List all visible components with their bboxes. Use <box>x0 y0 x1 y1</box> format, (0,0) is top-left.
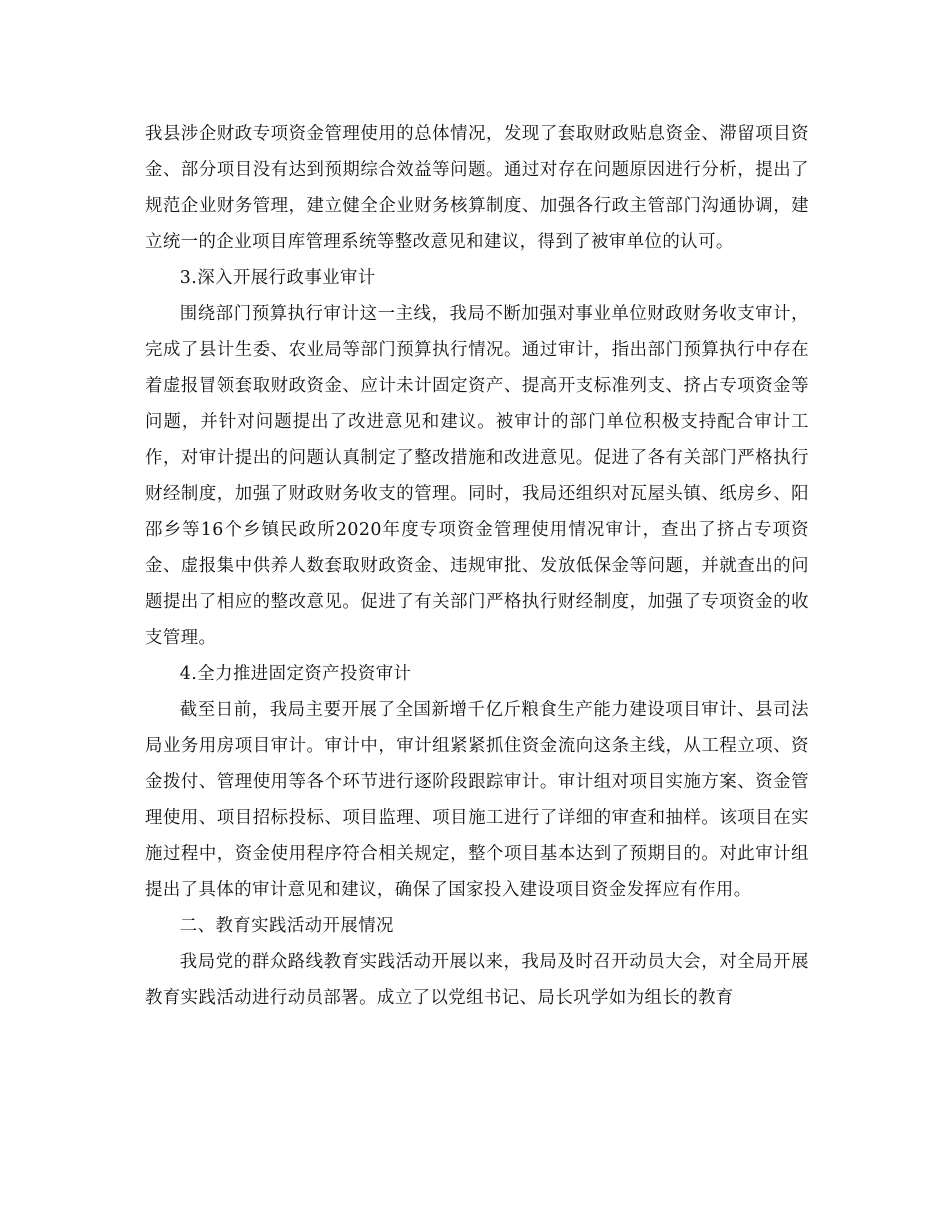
paragraph-fixed-asset-audit: 截至日前，我局主要开展了全国新增千亿斤粮食生产能力建设项目审计、县司法局业务用房项目审计。审计中，审计组紧紧抓住资金流向这条主线，从工程立项、资金拨付、管理使用等各个环节进行逐阶段跟踪审计。审计组对项目实施方案、资金管理使用、项目招标投标、项目监理、项目施工进行了详细的审查和抽样。该项目在实施过程中，资金使用程序符合相关规定，整个项目基本达到了预期目的。对此审计组提出了具体的审计意见和建议，确保了国家投入建设项目资金发挥应有作用。 <box>145 700 809 900</box>
section-heading-education-practice: 二、教育实践活动开展情况 <box>179 916 394 936</box>
subheading-fixed-asset-audit: 4.全力推进固定资产投资审计 <box>179 664 412 684</box>
paragraph-education-practice: 我局党的群众路线教育实践活动开展以来，我局及时召开动员大会，对全局开展教育实践活动进行动员部署。成立了以党组书记、局长巩学如为组长的教育 <box>145 952 809 1008</box>
paragraph-administrative-audit: 围绕部门预算执行审计这一主线，我局不断加强对事业单位财政财务收支审计，完成了县计生委、农业局等部门预算执行情况。通过审计，指出部门预算执行中存在着虚报冒领套取财政资金、应计未计固定资产、提高开支标准列支、挤占专项资金等问题，并针对问题提出了改进意见和建议。被审计的部门单位积极支持配合审计工作，对审计提出的问题认真制定了整改措施和改进意见。促进了各有关部门严格执行财经制度，加强了财政财务收支的管理。同时，我局还组织对瓦屋头镇、纸房乡、阳邵乡等16个乡镇民政所2020年度专项资金管理使用情况审计，查出了挤占专项资金、虚报集中供养人数套取财政资金、违规审批、发放低保金等问题，并就查出的问题提出了相应的整改意见。促进了有关部门严格执行财经制度，加强了专项资金的收支管理。 <box>145 304 809 648</box>
subheading-administrative-audit: 3.深入开展行政事业审计 <box>179 268 376 288</box>
document-body <box>145 116 809 1016</box>
paragraph-continuation: 我县涉企财政专项资金管理使用的总体情况，发现了套取财政贴息资金、滞留项目资金、部分项目没有达到预期综合效益等问题。通过对存在问题原因进行分析，提出了规范企业财务管理，建立健全企业财务核算制度、加强各行政主管部门沟通协调，建立统一的企业项目库管理系统等整改意见和建议，得到了被审单位的认可。 <box>145 124 809 252</box>
